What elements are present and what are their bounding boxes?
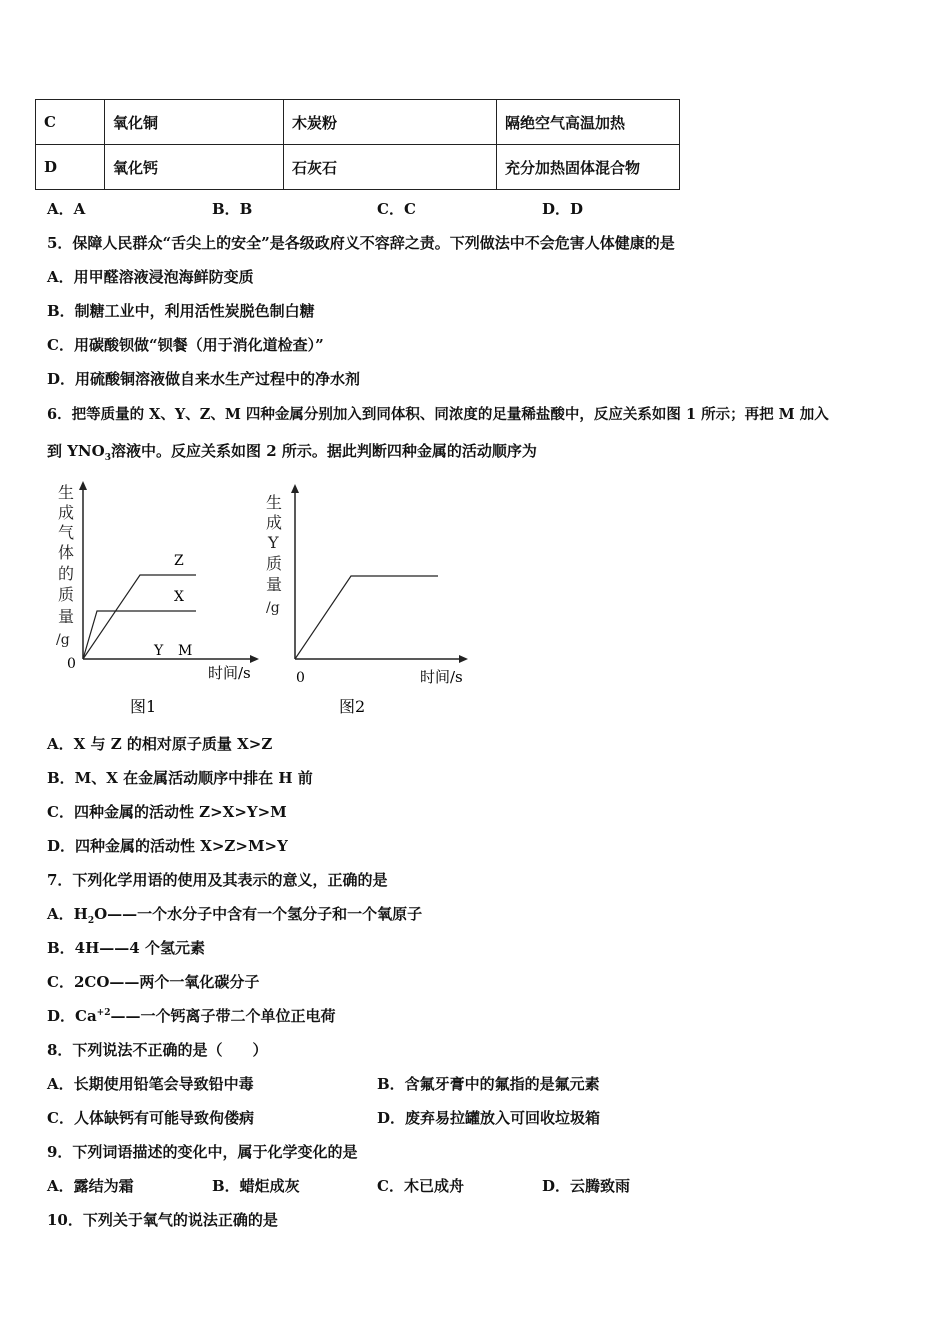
q5-option-a: A．用甲醛溶液浸泡海鲜防变质 [47,268,254,286]
q5-option-b: B．制糖工业中，利用活性炭脱色制白糖 [47,302,315,320]
table-cell: 石灰石 [284,145,497,190]
fig1-xlabel: 时间/s [208,664,251,682]
arrow-right-icon [250,655,259,663]
fig2-origin: 0 [296,670,305,686]
fig1-series-label: M [178,643,193,659]
q4-option-d: D．D [542,200,584,218]
fig2-ylabel-char: 生 [266,493,283,512]
table-cell: 木炭粉 [284,100,497,145]
table-cell: D [36,145,105,190]
figure-2 [262,478,482,718]
q6-option-b: B．M、X 在金属活动顺序中排在 H 前 [47,769,313,787]
q6-option-c: C．四种金属的活动性 Z>X>Y>M [47,803,287,821]
table-cell: 隔绝空气高温加热 [497,100,680,145]
q8-stem: 8．下列说法不正确的是（ ） [47,1041,268,1059]
q7-option-text: O——一个水分子中含有一个氢分子和一个氧原子 [94,905,423,923]
table-row [36,145,680,190]
subscript: 3 [104,453,111,463]
fig2-ylabel-char: 量 [266,575,283,594]
q7-option-a [47,903,422,926]
q7-option-text: ——一个钙离子带二个单位正电荷 [110,1007,336,1025]
answer-table [35,99,680,190]
arrow-right-icon [459,655,468,663]
fig1-caption: 图1 [130,697,157,716]
table-cell: C [36,100,105,145]
q9-option-d: D．云腾致雨 [542,1177,631,1195]
fig2-xlabel: 时间/s [420,668,463,686]
q6-stem-line1: 6．把等质量的 X、Y、Z、M 四种金属分别加入到同体积、同浓度的足量稀盐酸中，反应关系如图 1 所示；再把 M 加入 [47,406,829,423]
arrow-up-icon [79,481,87,490]
q8-option-c: C．人体缺钙有可能导致佝偻病 [47,1109,254,1127]
q9-option-a: A．露结为霜 [47,1177,134,1195]
q8-option-b: B．含氟牙膏中的氟指的是氟元素 [377,1075,600,1093]
subscript: 2 [87,916,95,926]
q9-option-b: B．蜡炬成灰 [212,1177,300,1195]
q9-stem: 9．下列词语描述的变化中，属于化学变化的是 [47,1143,358,1161]
fig1-ylabel-char: /g [56,632,70,648]
superscript: +2 [96,1008,111,1018]
q7-option-c: C．2CO——两个一氧化碳分子 [47,973,260,991]
fig1-series-label: Z [174,553,184,569]
table-cell: 充分加热固体混合物 [497,145,680,190]
fig1-ylabel-char: 的 [58,564,75,583]
q8-option-a: A．长期使用铅笔会导致铅中毒 [47,1075,254,1093]
fig2-ylabel-char: 质 [266,554,283,573]
q7-stem: 7．下列化学用语的使用及其表示的意义，正确的是 [47,871,388,889]
fig2-ylabel-char: 成 [266,513,283,532]
q6-option-d: D．四种金属的活动性 X>Z>M>Y [47,837,288,855]
fig1-ylabel-char: 质 [58,585,75,604]
q8-option-d: D．废弃易拉罐放入可回收垃圾箱 [377,1109,601,1127]
q4-option-b: B．B [212,200,253,218]
fig1-series-label: Y [154,643,164,659]
fig1-ylabel-char: 气 [58,523,75,542]
q6-option-a: A．X 与 Z 的相对原子质量 X>Z [47,735,273,753]
fig2-ylabel-char: Y [268,533,279,552]
q7-option-text: A．H [47,905,88,923]
q6-stem-line2 [47,440,537,463]
q5-option-c: C．用碳酸钡做“钡餐（用于消化道检查）” [47,336,324,354]
q7-option-b: B．4H——4 个氢元素 [47,939,205,957]
fig1-series-label: X [174,589,184,605]
q10-stem: 10．下列关于氧气的说法正确的是 [47,1211,278,1229]
table-cell: 氧化钙 [105,145,284,190]
fig1-origin: 0 [67,656,76,672]
fig1-ylabel-char: 体 [58,543,75,562]
fig1-ylabel-char: 生 [58,483,75,502]
fig2-line-y [295,576,438,659]
q4-option-a: A．A [47,200,86,218]
q7-option-d [47,1005,336,1026]
q6-stem-text: 溶液中。反应关系如图 2 所示。据此判断四种金属的活动顺序为 [110,442,537,460]
table-cell: 氧化铜 [105,100,284,145]
q7-option-text: D．Ca [47,1007,97,1025]
fig2-ylabel-char: /g [266,600,280,616]
fig2-caption: 图2 [339,697,366,716]
arrow-up-icon [291,484,299,493]
fig1-ylabel-char: 量 [58,607,75,626]
q9-option-c: C．木已成舟 [377,1177,464,1195]
fig1-ylabel-char: 成 [58,503,75,522]
q4-option-c: C．C [377,200,416,218]
q5-option-d: D．用硫酸铜溶液做自来水生产过程中的净水剂 [47,370,361,388]
table-row [36,100,680,145]
figure-1 [50,478,270,718]
q5-stem: 5．保障人民群众“舌尖上的安全”是各级政府义不容辞之责。下列做法中不会危害人体健康的是 [47,234,675,252]
q6-stem-text: 到 YNO [47,442,105,460]
